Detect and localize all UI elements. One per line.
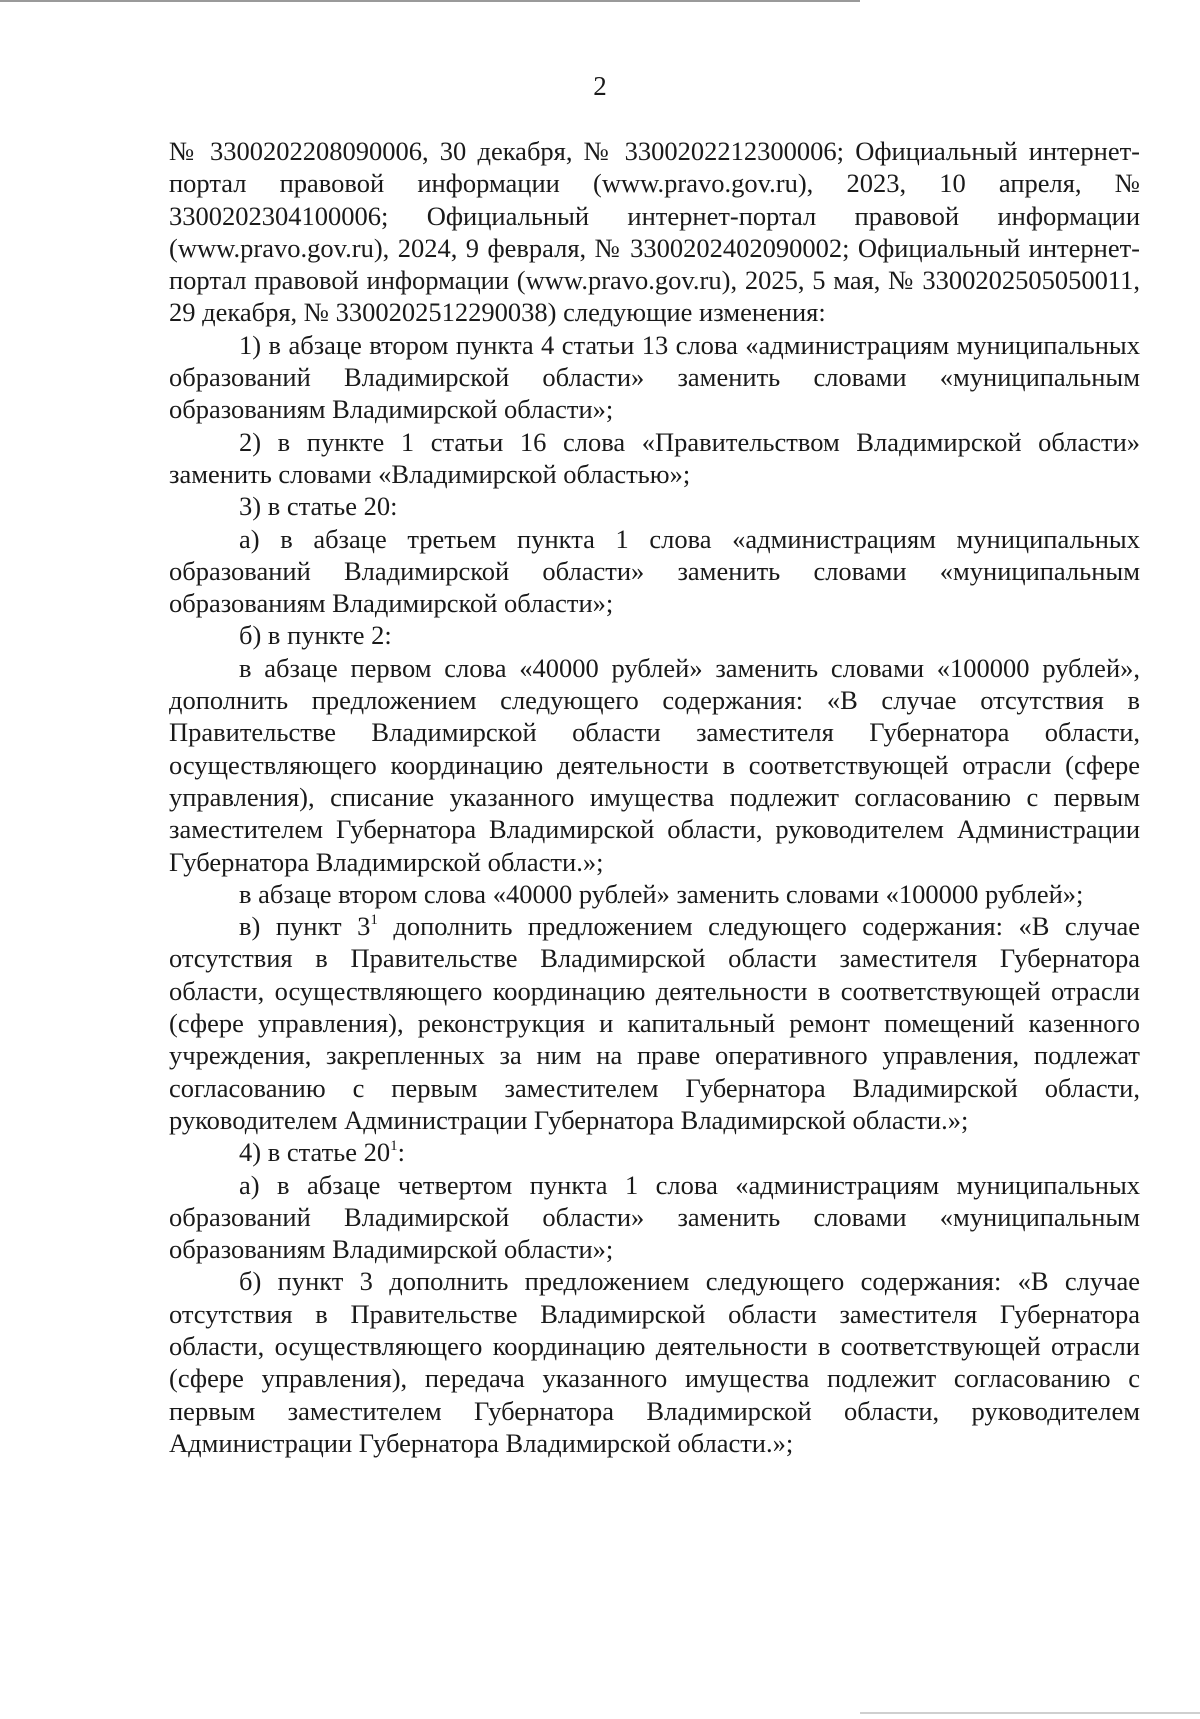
superscript-index: 1 (390, 1138, 398, 1155)
scan-top-edge (0, 0, 860, 2)
paragraph-item-3b: б) в пункте 2: (239, 620, 392, 651)
paragraph-item-4 (169, 1136, 1140, 1168)
page-number: 2 (593, 71, 607, 101)
paragraph-item-3: 3) в статье 20: (239, 491, 398, 522)
superscript-index: 1 (370, 912, 378, 929)
paragraph-item-1: 1) в абзаце втором пункта 4 статьи 13 слова «администрациям муниципальных образований Владимирской области» заменить словами «муниципальным образованиям Владимирской области»; (169, 329, 1140, 425)
scan-bottom-edge (860, 1712, 1200, 1714)
paragraph-item-4-start: 4) в статье 20 (239, 1137, 391, 1168)
paragraph-item-3v (169, 910, 1140, 1136)
paragraph-item-4-rest: : (397, 1137, 406, 1168)
paragraph-item-3b-second-abzac: в абзаце втором слова «40000 рублей» заменить словами «100000 рублей»; (239, 878, 1084, 909)
paragraph-item-3b-first-abzac: в абзаце первом слова «40000 рублей» заменить словами «100000 рублей», дополнить предложением следующего содержания: «В случае отсутствия в Правительстве Владимирской области заместителя Губернатора области, осуществляющего координацию деятельности в соответствующей отрасли (сфере управления), списание указанного имущества подлежит согласованию с первым заместителем Губернатора Владимирской области, руководителем Администрации Губернатора Владимирской области.»; (169, 652, 1140, 877)
paragraph-item-3a: а) в абзаце третьем пункта 1 слова «администрациям муниципальных образований Владимирской области» заменить словами «муниципальным образованиям Владимирской области»; (169, 523, 1140, 619)
paragraph-item-4b: б) пункт 3 дополнить предложением следующего содержания: «В случае отсутствия в Правительстве Владимирской области заместителя Губернатора области, осуществляющего координацию деятельности в соответствующей отрасли (сфере управления), передача указанного имущества подлежит согласованию с первым заместителем Губернатора Владимирской области, руководителем Администрации Губернатора Владимирской области.»; (169, 1266, 1140, 1458)
paragraph-citations: № 3300202208090006, 30 декабря, № 3300202212300006; Официальный интернет-портал правовой информации (www.pravo.gov.ru), 2023, 10 апреля, № 3300202304100006; Официальный интернет-портал правовой информации (www.pravo.gov.ru), 2024, 9 февраля, № 3300202402090002; Официальный интернет-портал правовой информации (www.pravo.gov.ru), 2025, 5 мая, № 3300202505050011, 29 декабря, № 3300202512290038) следующие изменения: (169, 136, 1140, 328)
paragraph-item-2: 2) в пункте 1 статьи 16 слова «Правительством Владимирской области» заменить словами «Владимирской областью»; (169, 426, 1140, 489)
paragraph-item-3v-rest: дополнить предложением следующего содержания: «В случае отсутствия в Правительстве Владимирской области заместителя Губернатора области, осуществляющего координацию деятельности в соответствующей отрасли (сфере управления), реконструкция и капитальный ремонт помещений казенного учреждения, закрепленных за ним на праве оперативного управления, подлежат согласованию с первым заместителем Губернатора Владимирской области, руководителем Администрации Губернатора Владимирской области.»; (169, 911, 1140, 1135)
document-body (169, 135, 1140, 1459)
paragraph-item-3v-start: в) пункт 3 (239, 911, 371, 942)
paragraph-item-4a: а) в абзаце четвертом пункта 1 слова «администрациям муниципальных образований Владимирской области» заменить словами «муниципальным образованиям Владимирской области»; (169, 1169, 1140, 1265)
